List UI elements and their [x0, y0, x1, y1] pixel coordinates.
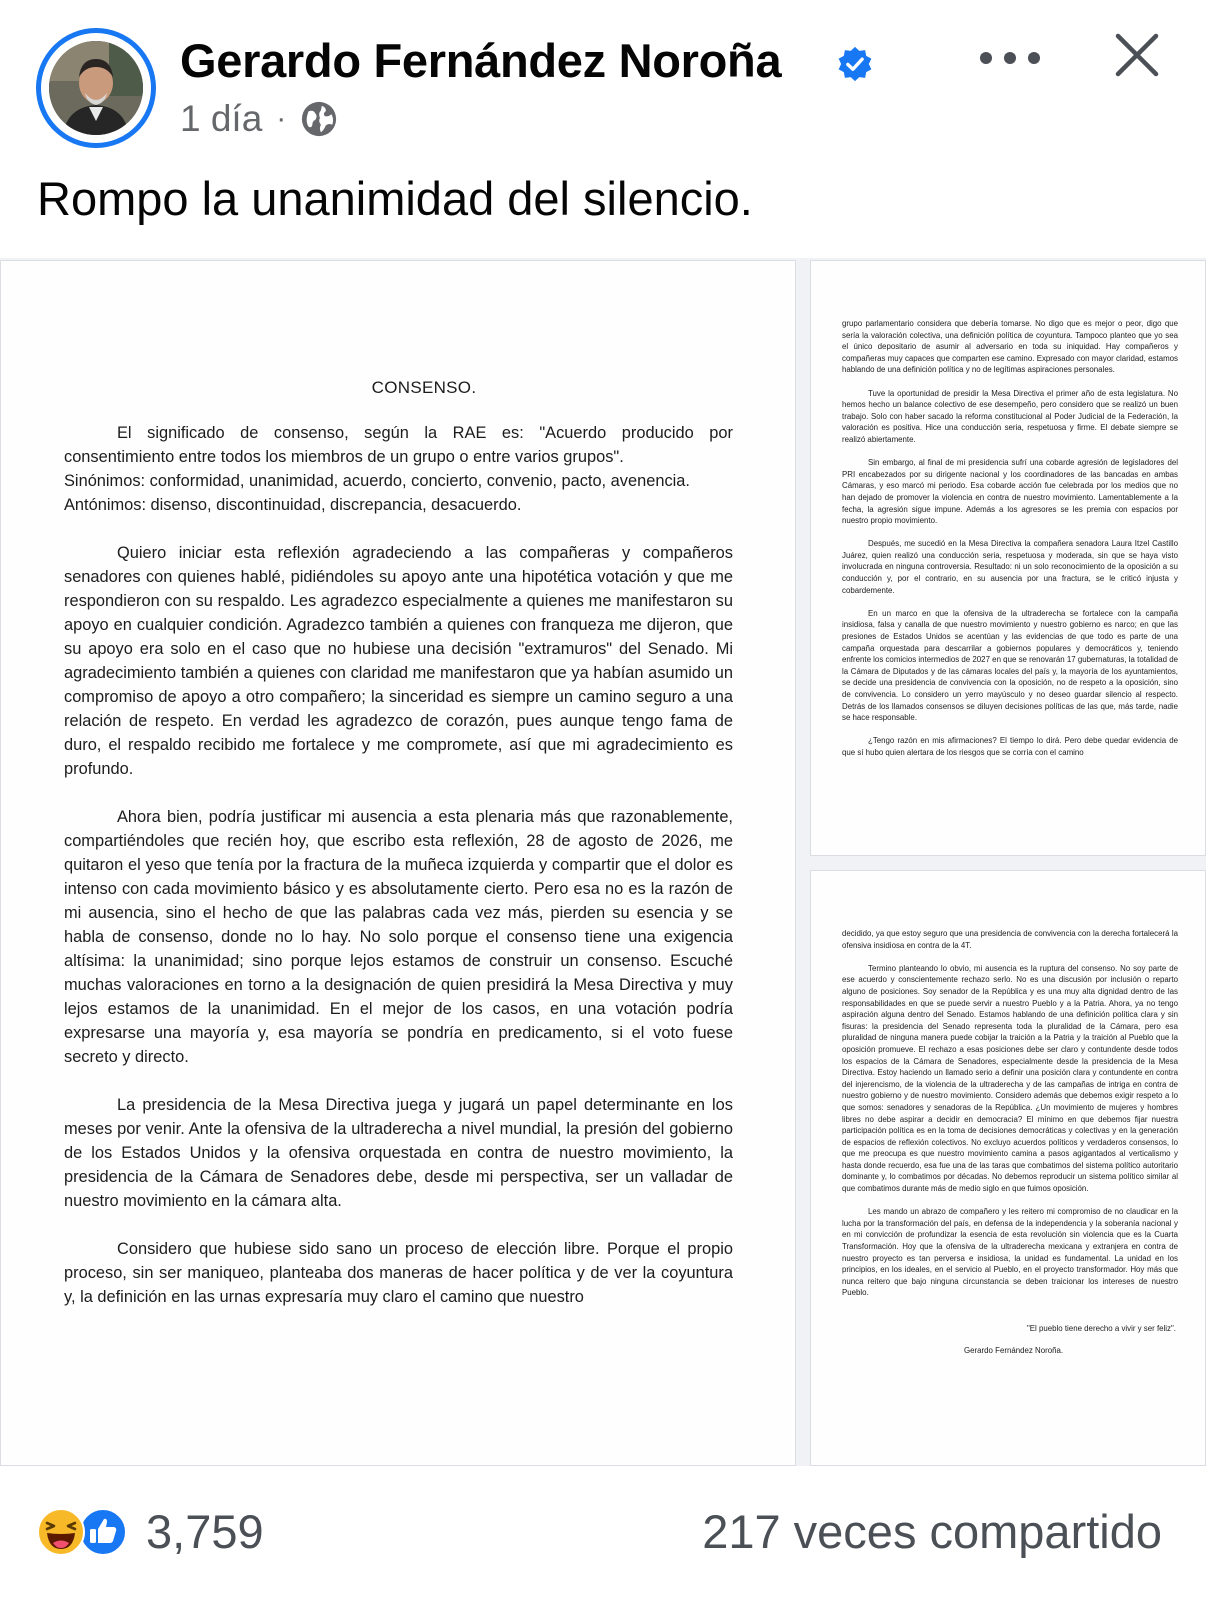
post-header	[0, 0, 1206, 160]
paragraph: grupo parlamentario considera que debería tomarse. No digo que es mejor o peor, digo que sería la valoración colectiva, una definición política de coyuntura. Tampoco planteo que yo sea el único depositario de asumir al adversario en toda su iniquidad. Hay compañeros y compañeras muy capaces que comparten ese camino. Expresado con mayor claridad, estamos hablando de una definición política y no de legítimas aspiraciones personales.	[842, 319, 1178, 375]
reaction-count[interactable]: 3,759	[146, 1505, 264, 1558]
post-media[interactable]	[0, 258, 1206, 1466]
post-footer	[0, 1466, 1206, 1612]
haha-reaction-icon	[36, 1507, 86, 1557]
reactions-summary[interactable]	[36, 1506, 128, 1558]
paragraph: ¿Tengo razón en mis afirmaciones? El tiempo lo dirá. Pero debe quedar evidencia de que sí hubo quien alertara de los riesgos que se corría con el camino	[842, 736, 1178, 757]
paragraph: Les mando un abrazo de compañero y les reitero mi compromiso de no claudicar en la lucha por la transformación del país, en defensa de la independencia y la soberanía nacional y en mi convicción de profundizar la esencia de esta revolución sin violencia que es la Cuarta Transformación. Hoy que la ofensiva de la ultraderecha mexicana y extranjera en contra de nuestro proyecto es tan perversa e insidiosa, la unidad es fundamental. La unidad en los principios, en los ideales, en el servicio al Pueblo, en el proyecto transformador. Hoy más que nunca reitero que bajo ninguna circunstancia se deben traicionar los intereses de nuestro Pueblo.	[842, 1207, 1178, 1298]
paragraph: Sinónimos: conformidad, unanimidad, acuerdo, concierto, convenio, pacto, avenencia.	[64, 472, 690, 490]
verified-badge-icon	[836, 45, 874, 83]
document-page-3[interactable]	[810, 870, 1206, 1466]
avatar[interactable]	[36, 28, 156, 148]
paragraph: decidido, ya que estoy seguro que una presidencia de convivencia con la derecha fortalecerá la ofensiva insidiosa en contra de la 4T.	[842, 929, 1178, 950]
document-body	[64, 421, 733, 1309]
document-body	[842, 318, 1178, 759]
share-count[interactable]: 217 veces compartido	[702, 1505, 1162, 1558]
paragraph: Después, me sucedió en la Mesa Directiva la compañera senadora Laura Itzel Castillo Juárez, quien realizó una conducción seria, respetuosa y moderada, sin que se haya visto involucrada en ninguna controversia. Resultado: ni un solo reconocimiento de la oposición a su conducción y, por el contrario, en su ausencia por una fractura, se le criticó injusta y cobardemente.	[842, 539, 1178, 595]
close-icon[interactable]	[1112, 30, 1162, 80]
paragraph: Antónimos: disenso, discontinuidad, discrepancia, desacuerdo.	[64, 496, 522, 514]
paragraph: Ahora bien, podría justificar mi ausencia a esta plenaria más que razonablemente, compartiéndoles que recién hoy, que escribo esta reflexión, 28 de agosto de 2026, me quitaron el yeso que tenía por la fractura de la muñeca izquierda y compartir que el dolor es intenso con cada movimiento básico y es absolutamente cierto. Pero esa no es la razón de mi ausencia, sino el hecho de que las palabras cada vez más, pierden su esencia y se habla de consenso, donde no lo hay. No solo porque el consenso tiene una exigencia altísima: la unanimidad; sino porque lejos estamos de construir un consenso. Escuché muchas valoraciones en torno a la designación de quien presidirá la Mesa Directiva y muy lejos estamos de la unanimidad. En el mejor de los casos, en una votación podría expresarse una mayoría y, esa mayoría se pondría en predicamento, si el voto fuese secreto y directo.	[64, 808, 733, 1066]
paragraph: El significado de consenso, según la RAE es: "Acuerdo producido por consentimiento entre todos los miembros de un grupo o entre varios grupos".	[64, 424, 733, 466]
document-page-2[interactable]	[810, 260, 1206, 856]
author-name[interactable]: Gerardo Fernández Noroña	[180, 34, 782, 87]
meta-separator: ·	[276, 102, 287, 135]
document-page-1[interactable]	[0, 260, 796, 1466]
paragraph: Quiero iniciar esta reflexión agradeciendo a las compañeras y compañeros senadores con quienes hablé, pidiéndoles su apoyo ante una hipotética votación y que me respondieron con su respaldo. Les agradezco especialmente a quienes me manifestaron su apoyo en cualquier condición. Agradezco también a quienes con franqueza me dijeron, que su apoyo era solo en el caso que no hubiese una decisión "extramuros" del Senado. Mi agradecimiento también a quienes con claridad me manifestaron que ya habían asumido un compromiso de apoyo a otro compañero; la sinceridad es siempre un camino seguro a una relación de respeto. En verdad les agradezco de corazón, pues aunque tengo fama de duro, el respaldo recibido me fortalece y me compromete, así que mi agradecimiento es profundo.	[64, 544, 733, 778]
paragraph: La presidencia de la Mesa Directiva juega y jugará un papel determinante en los meses por venir. Ante la ofensiva de la ultraderecha a nivel mundial, la presión del gobierno de los Estados Unidos y la ofensiva orquestada en contra de nuestro movimiento, la presidencia de la Cámara de Senadores debe, desde mi perspectiva, ser un valladar de nuestro movimiento en la cámara alta.	[64, 1096, 733, 1210]
paragraph: Termino planteando lo obvio, mi ausencia es la ruptura del consenso. No soy parte de ese acuerdo y conscientemente rechazo serlo. No es una discusión por inclusión o reparto alguno de posiciones. Soy senador de la República y es una muy alta dignidad dentro de las responsabilidades en que se puede servir a nuestro Pueblo y a la Patria. Ahora, ya no tengo aspiración alguna dentro del Senado. Estamos hablando de una definición política clara y sin fisuras: la presidencia del Senado representa toda la pluralidad de la Cámara, pero esa pluralidad de ninguna manera puede cobijar la traición a la Patria y la traición al Pueblo que la oposición promueve. El rechazo a esas posiciones debe ser claro y contundente desde todos los espacios de la Cámara de Senadores, especialmente desde la presidencia de la Mesa Directiva. Estoy haciendo un llamado serio a definir una posición clara y contundente en contra del injerencismo, de la violencia de la ultraderecha y de las campañas de intriga en contra de nuestro gobierno y de nuestro movimiento. Considero además que debemos exigir respeto a lo que somos: senadores y senadoras de la República. ¿Un movimiento de mujeres y hombres libres no debe aspirar a decidir en democracia? El mínimo en que debemos fijar nuestra participación política es en la toma de decisiones democráticas y colectivas y en la generación de espacios de reflexión colectivos. No excluyo acuerdos políticos y verdaderos consensos, lo que me preocupa es que nuestro movimiento camina a pasos agigantados al verticalismo y hasta donde recuerdo, esa fue una de las taras que combatimos del sistema político autoritario dominante y, lo combatimos por décadas. No debemos reproducir un sistema político similar al que combatimos durante más de medio siglo en que fuimos oposición.	[842, 963, 1178, 1194]
post-time[interactable]: 1 día	[180, 98, 263, 139]
paragraph: Considero que hubiese sido sano un proceso de elección libre. Porque el propio proceso, sin ser maniqueo, planteaba dos maneras de hacer política y de ver la coyuntura y, la definición en las urnas expresaría muy claro el camino que nuestro	[64, 1240, 733, 1306]
paragraph: En un marco en que la ofensiva de la ultraderecha se fortalece con la campaña insidiosa, falsa y canalla de que nuestro movimiento y nuestro gobierno es narco; en que las presiones de Estados Unidos se acentúan y las evidencias de que todo es parte de una campaña orquestada para descarrilar a gobiernos populares y democráticos y, teniendo enfrente los comicios intermedios de 2027 en que se renovarán 17 gubernaturas, la totalidad de la Cámara de Diputados y de las cámaras locales del país y, la mayoría de los ayuntamientos, se decide una presidencia de convivencia con la oposición, no de respeto a la oposición, sino de convivencia. Lo considero un yerro mayúsculo y no deseo guardar silencio al respecto. Detrás de los llamados consensos se diluyen decisiones políticas de las que, más tarde, nadie se hace responsable.	[842, 608, 1178, 723]
signature-block	[842, 1323, 1178, 1356]
profile-photo	[49, 41, 143, 135]
paragraph: Sin embargo, al final de mi presidencia sufrí una cobarde agresión de legisladores del PRI encabezados por su dirigente nacional y los coordinadores de las bancadas en ambas Cámaras, y eso marcó mi periodo. Esa cobarde acción fue celebrada por los medios que no han dejado de promover la violencia en contra de nuestro movimiento. Lamentablemente a la fecha, la agresión sigue impune. Además a los agresores se les premia con espacios por nuestro propio movimiento.	[842, 458, 1178, 526]
document-body	[842, 928, 1178, 1356]
post-meta	[180, 97, 338, 141]
globe-icon	[300, 100, 338, 138]
paragraph: Tuve la oportunidad de presidir la Mesa Directiva el primer año de esta legislatura. No hemos hecho un balance colectivo de ese desempeño, pero considero que se realizó un buen trabajo. Solo con haber sacado la reforma constitucional al Poder Judicial de la Federación, la valoración es positiva. Hice una conducción seria, respetuosa y firme. El debate siempre se realizó abiertamente.	[842, 388, 1178, 444]
signature: Gerardo Fernández Noroña.	[964, 1345, 1064, 1355]
closing-quote: "El pueblo tiene derecho a vivir y ser feliz".	[1026, 1324, 1176, 1333]
more-options-icon[interactable]	[980, 38, 1040, 78]
post-message: Rompo la unanimidad del silencio.	[37, 172, 753, 225]
document-title: CONSENSO.	[371, 378, 477, 397]
